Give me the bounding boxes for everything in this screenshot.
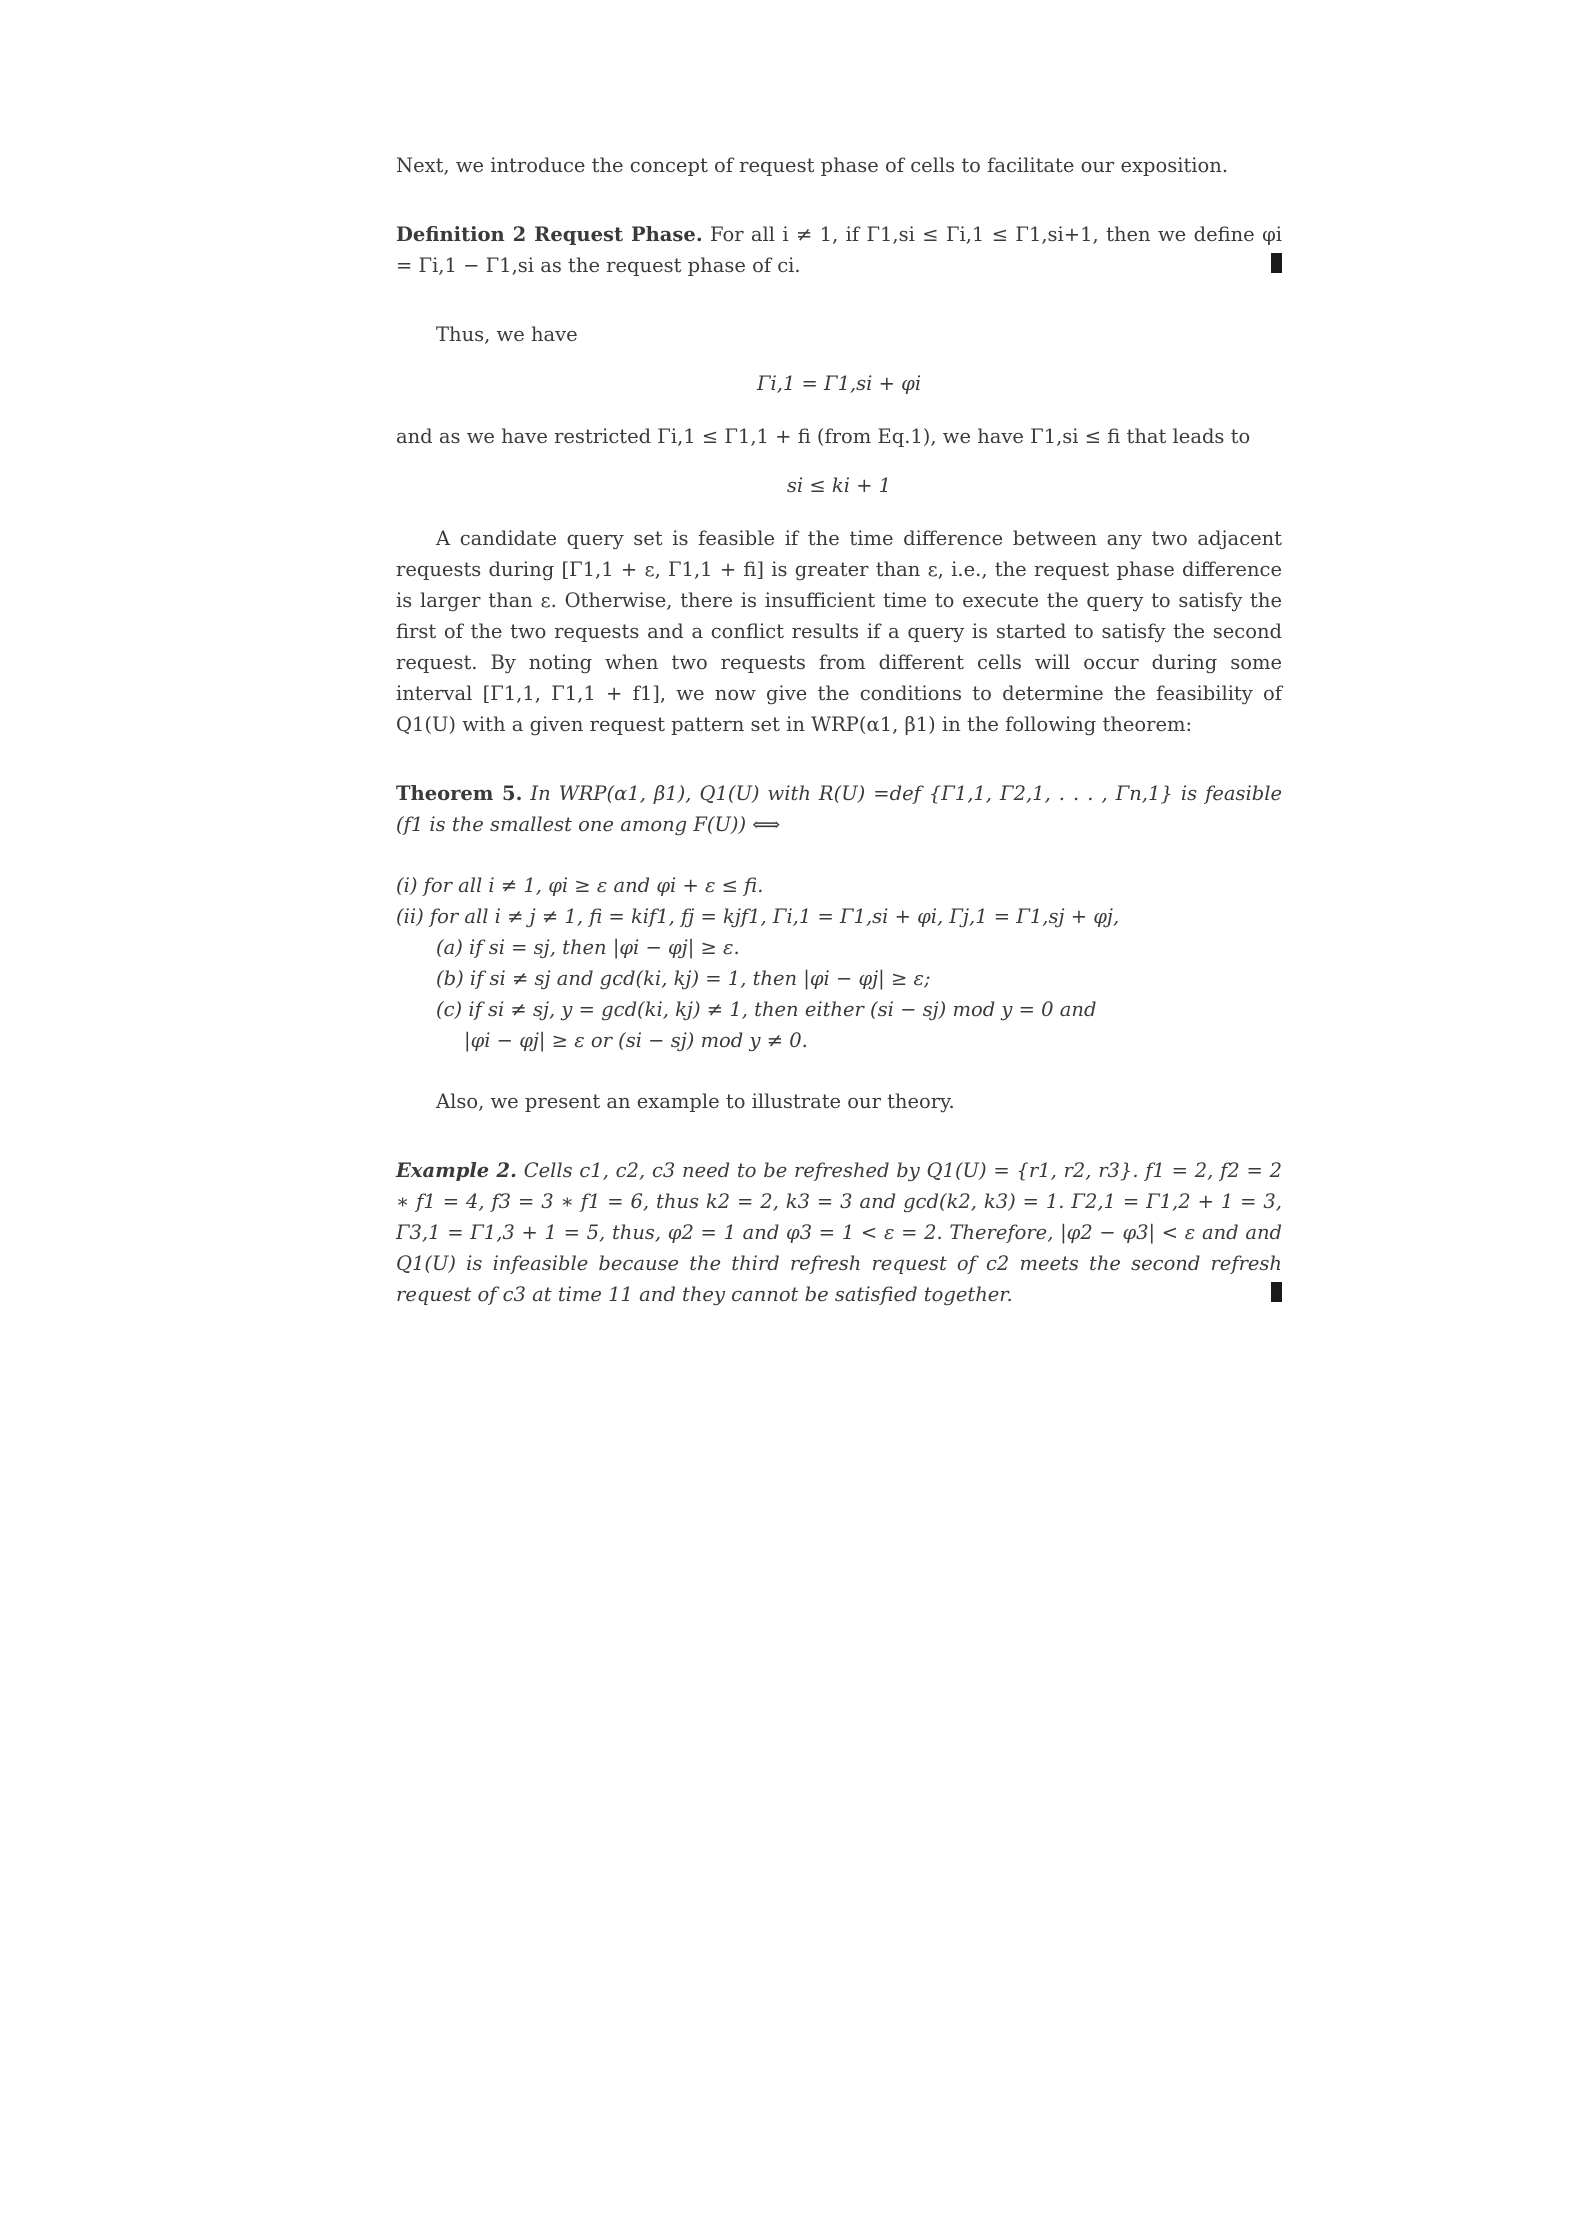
condition-c-continued: |φi − φj| ≥ ε or (si − sj) mod y ≠ 0. [464,1029,808,1052]
definition-block [396,219,1282,281]
example-text: Cells c1, c2, c3 need to be refreshed by Q1(U) = {r1, r2, r3}. f1 = 2, f2 = 2 ∗ f1 = 4, f3 = 3 ∗ f1 = 6, thus k2 = 2, k3 = 3 and gcd(k2, k3) = 1. Γ2,1 = Γ1,2 + 1 = 3, Γ3,1 = Γ1,3 + 1 = 5, thus, φ2 = 1 and φ3 = 1 < ε = 2. Therefore, |φ2 − φ3| < ε and and Q1(U) is infeasible because the third refresh request of c2 meets the second refresh request of c3 at time 11 and they cannot be satisfied together. [396,1159,1282,1306]
definition-text: For all i ≠ 1, if Γ1,si ≤ Γi,1 ≤ Γ1,si+1, then we define φi = Γi,1 − Γ1,si as the request phase of ci. [396,223,1282,277]
intro-paragraph: Next, we introduce the concept of request phase of cells to facilitate our exposition. [396,154,1229,177]
qed-mark [1271,253,1282,273]
equation-si-bound: si ≤ ki + 1 [786,474,892,497]
example-label: Example 2. [396,1159,517,1182]
restricted-paragraph: and as we have restricted Γi,1 ≤ Γ1,1 + fi (from Eq.1), we have Γ1,si ≤ fi that leads to [396,425,1251,448]
qed-mark-example [1271,1282,1282,1302]
feasibility-paragraph: A candidate query set is feasible if the time difference between any two adjacent requests during [Γ1,1 + ε, Γ1,1 + fi] is greater than ε, i.e., the request phase difference is larger than ε. Otherwise, there is insufficient time to execute the query to satisfy the first of the two requests and a conflict results if a query is started to satisfy the second request. By noting when two requests from different cells will occur during some interval [Γ1,1, Γ1,1 + f1], we now give the conditions to determine the feasibility of Q1(U) with a given request pattern set in WRP(α1, β1) in the following theorem: [396,527,1282,736]
condition-a: (a) if si = sj, then |φi − φj| ≥ ε. [436,936,740,959]
definition-label: Definition 2 Request Phase. [396,223,703,246]
theorem-label: Theorem 5. [396,782,523,805]
condition-ii: (ii) for all i ≠ j ≠ 1, fi = kif1, fj = kjf1, Γi,1 = Γ1,si + φi, Γj,1 = Γ1,sj + φj, [396,905,1120,928]
condition-b: (b) if si ≠ sj and gcd(ki, kj) = 1, then |φi − φj| ≥ ε; [436,967,931,990]
condition-i: (i) for all i ≠ 1, φi ≥ ε and φi + ε ≤ fi. [396,874,764,897]
theorem-text: In WRP(α1, β1), Q1(U) with R(U) =def {Γ1,1, Γ2,1, . . . , Γn,1} is feasible (f1 is the smallest one among F(U)) ⟺ [396,782,1282,836]
thus-paragraph: Thus, we have [436,323,578,346]
equation-request-phase: Γi,1 = Γ1,si + φi [756,372,922,395]
paper-page [396,150,1282,1310]
example-block [396,1155,1282,1310]
also-paragraph: Also, we present an example to illustrate our theory. [436,1090,955,1113]
condition-c: (c) if si ≠ sj, y = gcd(ki, kj) ≠ 1, then either (si − sj) mod y = 0 and [436,998,1097,1021]
theorem-block [396,778,1282,840]
